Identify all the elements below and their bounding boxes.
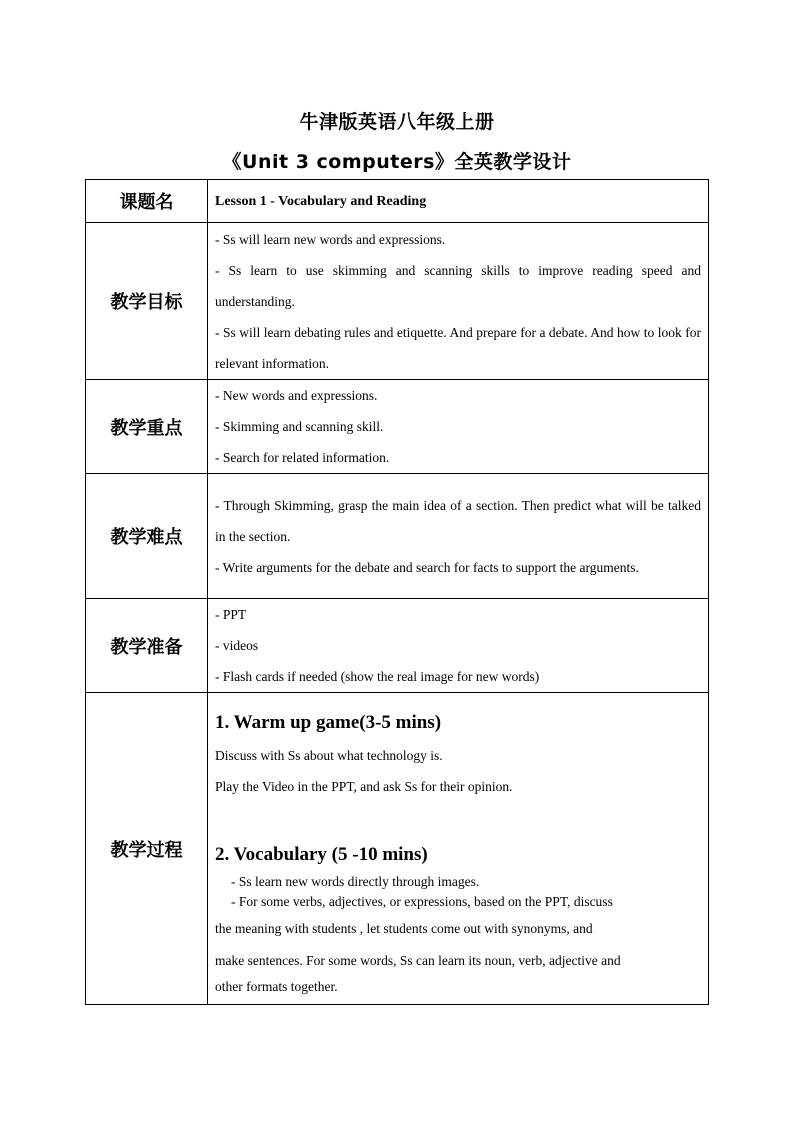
goals-label: 教学目标 — [86, 223, 208, 380]
document-title: 牛津版英语八年级上册 — [299, 111, 495, 133]
process-bullet: - For some verbs, adjectives, or expressions, based on the PPT, discuss — [231, 894, 613, 909]
preparation-cell — [208, 599, 709, 693]
table-row-topic — [86, 180, 709, 223]
table-row-key-points — [86, 380, 709, 474]
table-row-difficulties — [86, 474, 709, 599]
process-line: make sentences. For some words, Ss can learn its noun, verb, adjective and — [215, 953, 621, 968]
table-row-process — [86, 693, 709, 1005]
lesson-plan-table — [85, 179, 709, 1005]
goal-line: - Ss learn to use skimming and scanning skills to improve reading speed and understanding. — [215, 262, 701, 309]
section-heading-vocabulary: 2. Vocabulary (5 -10 mins) — [215, 844, 428, 865]
preparation-label: 教学准备 — [86, 599, 208, 693]
key-point-line: - New words and expressions. — [215, 388, 378, 403]
difficulty-line: - Write arguments for the debate and search for facts to support the arguments. — [215, 559, 639, 575]
key-points-cell — [208, 380, 709, 474]
preparation-line: - PPT — [215, 607, 247, 622]
difficulty-line: - Through Skimming, grasp the main idea of a section. Then predict what will be talked in the section. — [215, 497, 701, 544]
preparation-line: - videos — [215, 638, 259, 653]
topic-cell — [208, 180, 709, 223]
process-line: Play the Video in the PPT, and ask Ss for their opinion. — [215, 779, 513, 794]
goal-line: - Ss will learn new words and expressions. — [215, 231, 446, 247]
process-line: the meaning with students , let students come out with synonyms, and — [215, 921, 593, 936]
goal-line: - Ss will learn debating rules and etiquette. And prepare for a debate. And how to look for relevant information. — [215, 324, 701, 371]
table-row-goals — [86, 223, 709, 380]
preparation-line: - Flash cards if needed (show the real image for new words) — [215, 669, 540, 684]
goals-cell — [208, 223, 709, 380]
key-point-line: - Skimming and scanning skill. — [215, 419, 384, 434]
key-points-label: 教学重点 — [86, 380, 208, 474]
process-line: other formats together. — [215, 979, 338, 994]
process-content — [215, 700, 701, 997]
key-point-line: - Search for related information. — [215, 450, 390, 465]
difficulties-cell — [208, 474, 709, 599]
section-heading-warm-up: 1. Warm up game(3-5 mins) — [215, 712, 442, 733]
topic-value: Lesson 1 - Vocabulary and Reading — [215, 194, 427, 209]
process-cell — [208, 693, 709, 1005]
section-spacer — [215, 802, 701, 838]
table-row-preparation — [86, 599, 709, 693]
difficulties-label: 教学难点 — [86, 474, 208, 599]
process-line: Discuss with Ss about what technology is. — [215, 748, 443, 763]
document-subtitle: 《Unit 3 computers》全英教学设计 — [222, 151, 572, 173]
process-bullet: - Ss learn new words directly through images. — [231, 874, 480, 889]
process-label: 教学过程 — [86, 693, 208, 1005]
topic-label: 课题名 — [86, 180, 208, 223]
